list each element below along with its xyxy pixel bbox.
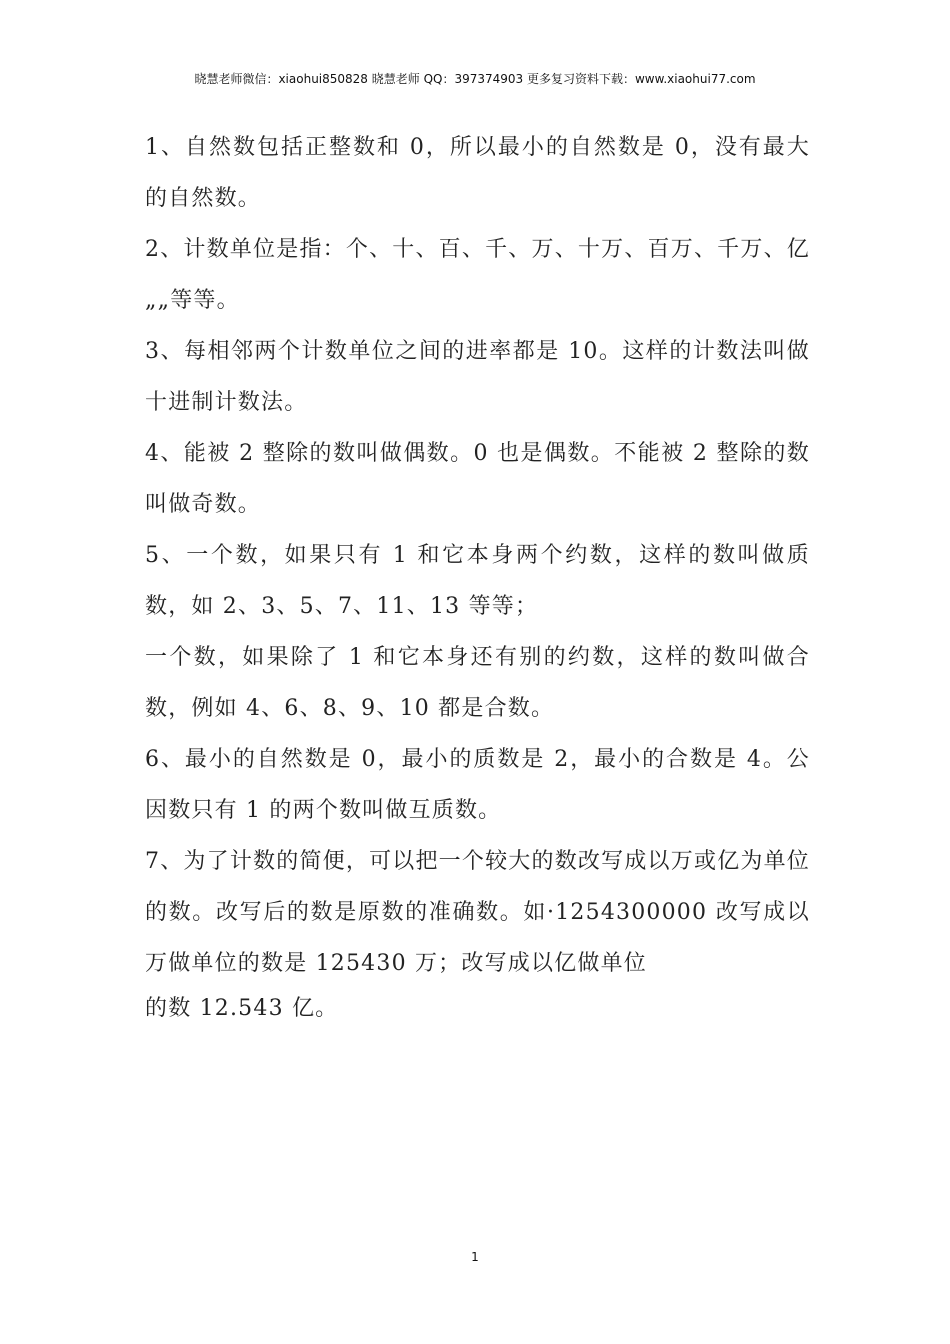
paragraph-3: 3、每相邻两个计数单位之间的进率都是 10。这样的计数法叫做十进制计数法。 xyxy=(145,339,810,415)
page-header: 晓慧老师微信：xiaohui850828 晓慧老师 QQ：397374903 更多复习资料下载：www.xiaohui77.com xyxy=(194,72,756,86)
paragraph-4: 4、能被 2 整除的数叫做偶数。0 也是偶数。不能被 2 整除的数叫做奇数。 xyxy=(145,441,810,517)
paragraph-2: 2、计数单位是指：个、十、百、千、万、十万、百万、千万、亿„„等等。 xyxy=(145,237,810,313)
paragraph-6: 6、最小的自然数是 0，最小的质数是 2，最小的合数是 4。公因数只有 1 的两个数叫做互质数。 xyxy=(145,747,810,823)
page-number: 1 xyxy=(471,1250,479,1264)
document-body xyxy=(145,122,810,1029)
paragraph-1: 1、自然数包括正整数和 0，所以最小的自然数是 0，没有最大的自然数。 xyxy=(145,135,810,211)
paragraph-7-end: 的数 12.543 亿。 xyxy=(145,996,339,1021)
paragraph-7: 7、为了计数的简便，可以把一个较大的数改写成以万或亿为单位的数。改写后的数是原数的准确数。如·1254300000 改写成以万做单位的数是 125430 万；改写成以亿做单位 xyxy=(145,849,810,976)
paragraph-5: 5、一个数，如果只有 1 和它本身两个约数，这样的数叫做质数，如 2、3、5、7、11、13 等等； xyxy=(145,543,810,619)
paragraph-5-continued: 一个数，如果除了 1 和它本身还有别的约数，这样的数叫做合数，例如 4、6、8、9、10 都是合数。 xyxy=(145,645,810,721)
